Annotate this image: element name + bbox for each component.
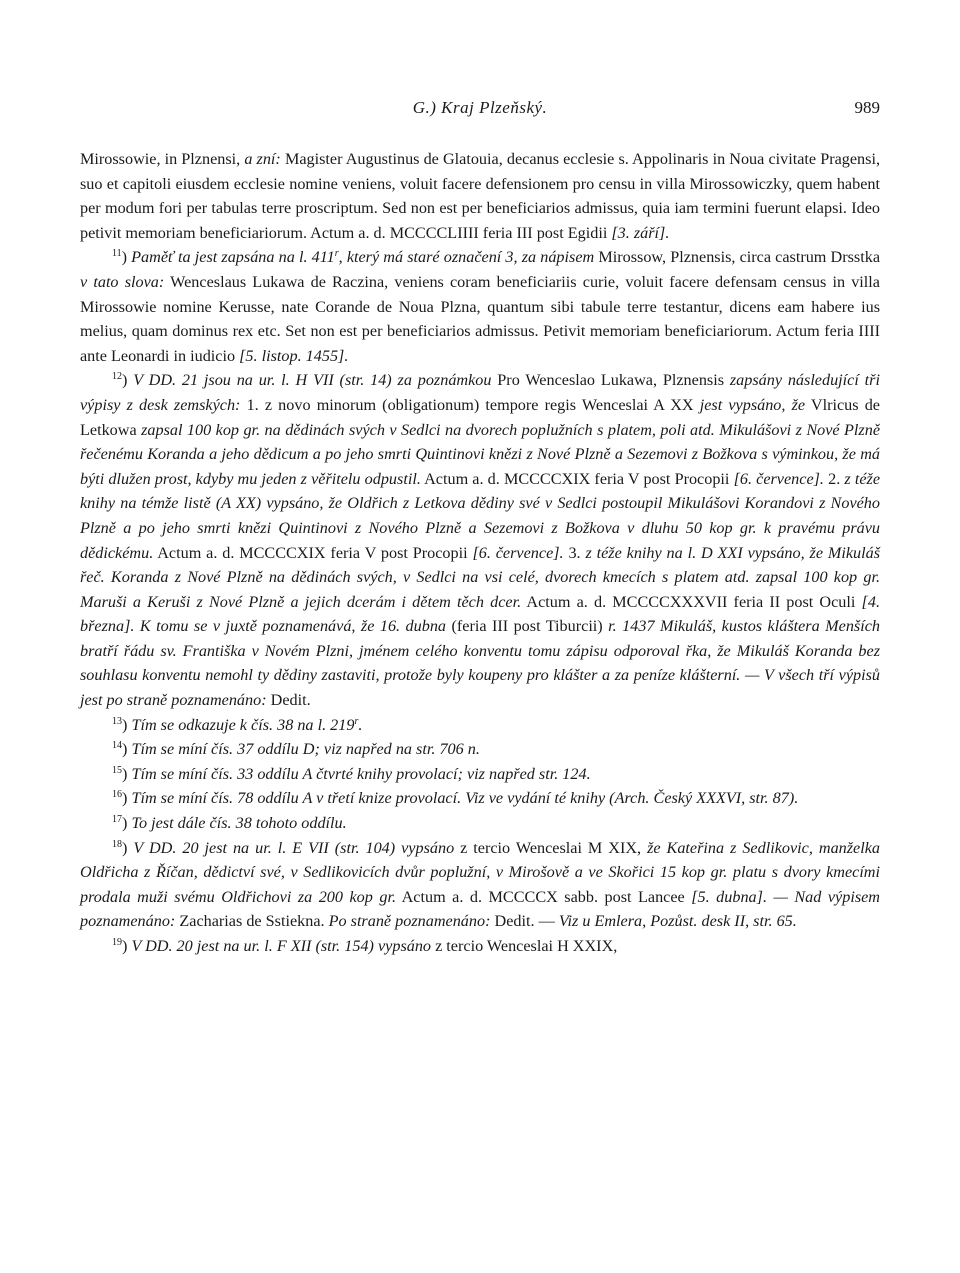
italic-text: [5. listop. 1455].: [239, 346, 349, 365]
roman-text: (feria III post Tiburcii): [446, 617, 609, 636]
roman-text: ): [122, 789, 132, 808]
italic-text: z téže knihy na l. D XXI vypsáno, že Mikuláš řeč. Koranda z Nové Plzně na dědinách svých, v Sedlci na vsi celé, dvorech kmecích s platem atd. zapsal 100 kop gr. Maruši a Keruši z Nové Plzně a jejich dcerám i dětem těch dcer.: [80, 543, 881, 611]
roman-text: Magister Augustinus de Glatouia, decanus ecclesie s. Appolinaris in Noua civitate Pragensi, suo et capitoli eiusdem ecclesie nomine veniens, voluit facere defensionem pro censu in villa Mirossowiczky, quem habent per modum fori per tabulas terre proscriptum. Sed non est per beneficiarios admissus, quia iam termini fuerunt elapsi. Ideo petivit memoriam beneficiariorum. Actum a. d. MCCCCLIIII feria III post Egidii: [80, 150, 880, 242]
footnote-marker: 16: [112, 789, 122, 801]
italic-text: V DD. 20 jest na ur. l. F XII (str. 154) vypsáno: [131, 937, 432, 955]
italic-text: V DD. 20 jest na ur. l. E VII (str. 104) vypsáno: [133, 838, 455, 857]
footnote-marker: 18: [112, 838, 122, 850]
italic-text: [6. července].: [733, 469, 824, 488]
footnote-marker: 13: [112, 715, 122, 727]
italic-text: Tím se míní čís. 78 oddílu A v třetí knize provolací. Viz ve vydání té knihy (Arch. Český XXXVI, str. 87).: [131, 789, 799, 808]
footnote-paragraph: [80, 811, 880, 836]
footnote-paragraph: [80, 836, 880, 934]
footnote-paragraph: [80, 713, 880, 738]
roman-text: z tercio Wenceslai H XXIX,: [431, 937, 618, 955]
italic-text: a zní:: [244, 150, 281, 168]
roman-text: z tercio Wenceslai M XIX,: [454, 838, 648, 857]
footnote-marker: 12: [112, 371, 122, 383]
roman-text: Vlricus de Letkowa: [80, 395, 880, 439]
roman-text: Actum a. d. MCCCCX sabb. post Lancee: [396, 887, 692, 906]
roman-text: Actum a. d. MCCCCXXXVII feria II post Oculi: [521, 592, 862, 611]
roman-text: Dedit.: [266, 691, 311, 710]
italic-text: Tím se míní čís. 33 oddílu A čtvrté knihy provolací; viz napřed str. 124.: [131, 764, 591, 783]
footnote-paragraph: [80, 786, 880, 811]
footnote-marker: 11: [112, 248, 122, 260]
roman-text: Mirossowie, in Plznensi,: [80, 150, 245, 168]
italic-text: [3. září].: [611, 223, 670, 242]
italic-text: v tato slova:: [80, 272, 165, 291]
footnote-marker: r: [334, 248, 339, 260]
roman-text: ): [122, 937, 132, 955]
italic-text: [5. dubna]. — Nad výpisem poznamenáno:: [80, 887, 880, 931]
roman-text: ): [121, 248, 132, 267]
roman-text: 2.: [823, 469, 845, 488]
italic-text: Viz u Emlera, Pozůst. desk II, str. 65.: [558, 912, 797, 931]
roman-text: Actum a. d. MCCCCXIX feria V post Procopii: [153, 543, 473, 562]
italic-text: .: [358, 715, 363, 734]
roman-text: Actum a. d. MCCCCXIX feria V post Procopii: [420, 469, 734, 488]
italic-text: [4. března]. K tomu se v juxtě poznamenává, že 16. dubna: [80, 592, 880, 636]
roman-text: ): [122, 715, 132, 734]
roman-text: ): [122, 740, 132, 759]
italic-text: V DD. 21 jsou na ur. l. H VII (str. 14) za poznámkou: [133, 371, 492, 390]
footnote-marker: 19: [112, 937, 122, 948]
footnote-paragraph: [80, 368, 880, 712]
footnote-paragraph: [80, 934, 880, 959]
italic-text: jest vypsáno, že: [699, 395, 806, 414]
roman-text: 1. z novo minorum (obligationum) tempore regis Wenceslai A XX: [240, 395, 700, 414]
italic-text: Tím se odkazuje k čís. 38 na l. 219: [131, 715, 355, 734]
footnote-paragraph: [80, 737, 880, 762]
footnote-paragraph: [80, 245, 880, 368]
italic-text: Tím se míní čís. 37 oddílu D; viz napřed na str. 706 n.: [131, 740, 480, 759]
roman-text: Pro Wenceslao Lukawa, Plznensis: [491, 371, 730, 390]
footnote-marker: r: [354, 715, 359, 727]
roman-text: Wenceslaus Lukawa de Raczina, veniens coram beneficiariis curie, voluit facere defensam census in villa Mirossowie nomine Kerusse, nate Corande de Noua Plzna, quantum sibi tabule terre testantur, dicens eam habere ius melius, quam dominus rex etc. Set non est per beneficiarios admissus. Petivit memoriam beneficiariorum. Actum feria IIII ante Leonardi in iudicio: [80, 272, 880, 365]
footnote-marker: 15: [112, 764, 122, 776]
roman-text: ): [122, 838, 134, 857]
roman-text: ): [122, 371, 134, 390]
roman-text: Dedit. —: [490, 912, 559, 931]
page-number: 989: [854, 98, 880, 117]
italic-text: že Kateřina z Sedlikovic, manželka Oldřicha z Říčan, dědictví své, v Sedlikovicích dvůr poplužní, v Mirošově a ve Skořici 15 kop gr. platu s dvory kmecími prodala muži svému Oldřichovi za 200 kop gr.: [80, 838, 881, 906]
roman-text: Mirossow, Plznensis, circa castrum Drsstka: [594, 248, 880, 267]
footnote-marker: 17: [112, 814, 122, 826]
continued-paragraph: [80, 147, 880, 245]
running-title: G.) Kraj Plzeňský.: [412, 98, 548, 117]
page-header: [80, 98, 880, 122]
roman-text: Zacharias de Sstiekna.: [175, 912, 329, 931]
roman-text: ): [122, 764, 132, 783]
italic-text: zapsány následující tři výpisy z desk zemských:: [80, 371, 880, 414]
italic-text: z téže knihy na témže listě (A XX) vypsáno, že Oldřich z Letkova dědiny své v Sedlci postoupil Mikulášovi Korandovi z Nového Plzně a po jeho smrti knězi Quintinovi z Nového Plzně a Sezemovi z Božkova v dluhu 50 kop gr. k pravému právu dědickému.: [80, 469, 881, 562]
italic-text: [6. července].: [472, 543, 564, 562]
italic-text: Po straně poznamenáno:: [328, 912, 491, 931]
italic-text: To jest dále čís. 38 tohoto oddílu.: [131, 814, 347, 833]
italic-text: Paměť ta jest zapsána na l. 411: [131, 248, 335, 267]
footnote-marker: 14: [112, 740, 122, 752]
footnote-paragraph: [80, 762, 880, 787]
italic-text: , který má staré označení 3, za nápisem: [338, 248, 595, 267]
italic-text: r. 1437 Mikuláš, kustos kláštera Menších bratří řádu sv. Františka v Novém Plzni, jménem celého konventu tomu zápisu odporoval řka, že Mikuláš Koranda bez souhlasu konventu nemohl ty dědiny zastaviti, protože byly koupeny pro klášter a za peníze klášterní. — V všech tří výpisů jest po straně poznamenáno:: [80, 617, 880, 710]
roman-text: 3.: [563, 543, 586, 562]
document-body: [80, 147, 880, 959]
italic-text: zapsal 100 kop gr. na dědinách svých v Sedlci na dvorech poplužních s platem, poli atd. Mikulášovi z Nové Plzně řečenému Korandа a jeho dědicum a po jeho smrti Quintinovi knězi z Nové Plzně a Sezemovi z Božkova s výminkou, že má býti dlužen prost, kdyby mu jeden z věřitelu odpustil.: [80, 420, 880, 488]
roman-text: ): [122, 814, 132, 833]
